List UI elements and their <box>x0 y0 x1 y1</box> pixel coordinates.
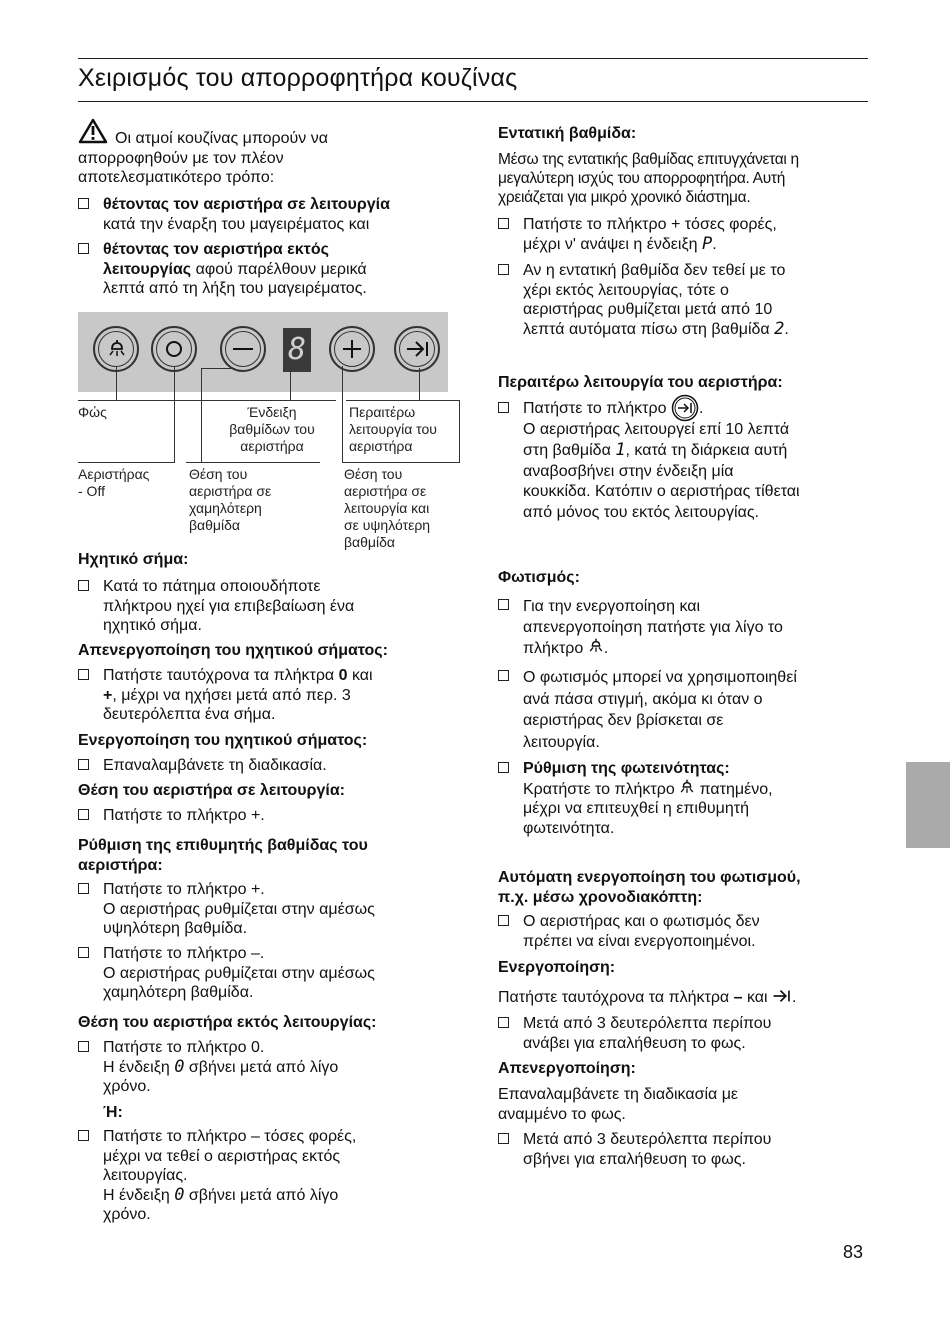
light-label: Φώς <box>78 404 107 420</box>
list-item: Πατήστε το πλήκτρο +. <box>78 806 265 826</box>
checkbox-bullet-icon <box>498 599 509 610</box>
leader-line <box>116 366 117 400</box>
list-item: Πατήστε ταυτόχρονα τα πλήκτρα 0 και +, μέχρι να ηχήσει μετά από περ. 3 δευτερόλεπτα ένα σήμα. <box>78 666 373 725</box>
list-item: Αν η εντατική βαθμίδα δεν τεθεί με το χέρι εκτός λειτουργίας, τότε ο αεριστήρας ρυθμίζεται μετά από 10 λεπτά αυτόματα πίσω στη βαθμίδα 2. <box>498 261 789 339</box>
segment-display-glyph: 0 <box>174 1184 185 1205</box>
or-label: Ή: <box>103 1104 123 1121</box>
section-heading: Ηχητικό σήμα: <box>78 551 189 568</box>
list-item <box>78 195 390 234</box>
level-display-label: Ένδειξη βαθμίδων του αεριστήρα <box>229 404 315 454</box>
section-heading: Εντατική βαθμίδα: <box>498 125 637 142</box>
further-run-key-icon <box>671 399 699 419</box>
segment-display-glyph: P <box>701 233 713 254</box>
list-item: Ο αεριστήρας και ο φωτισμός δεν πρέπει να είναι ενεργοποιημένοι. <box>498 912 760 951</box>
section-heading: Ρύθμιση της επιθυμητής βαθμίδας του αεριστήρα: <box>78 837 368 874</box>
item-text: αφού παρέλθουν μερικά <box>191 260 367 278</box>
list-item: Μετά από 3 δευτερόλεπτα περίπου σβήνει για επαλήθευση το φως. <box>498 1130 771 1169</box>
item-text: λεπτά από τη λήξη του μαγειρέματος. <box>103 280 367 297</box>
further-label: Περαιτέρω λειτουργία του αεριστήρα <box>349 404 437 454</box>
list-item: Πατήστε το πλήκτρο +. Ο αεριστήρας ρυθμίζεται στην αμέσως υψηλότερη βαθμίδα. <box>78 880 375 939</box>
checkbox-bullet-icon <box>498 218 509 229</box>
lamp-icon <box>106 338 128 360</box>
leader-line <box>342 462 460 463</box>
level-display <box>283 328 311 372</box>
leader-line <box>201 368 235 369</box>
list-item: Κατά το πάτημα οποιουδήποτε πλήκτρου ηχεί για επιβεβαίωση ένα ηχητικό σήμα. <box>78 577 354 636</box>
paragraph: Επαναλαμβάνετε τη διαδικασία με αναμμένο το φως. <box>498 1086 739 1123</box>
leader-line <box>186 462 320 463</box>
section-heading: Ενεργοποίηση: <box>498 959 616 976</box>
section-heading: Φωτισμός: <box>498 569 580 586</box>
fan-off-label: Αεριστήρας - Off <box>78 466 150 499</box>
list-item: Ο φωτισμός μπορεί να χρησιμοποιηθεί ανά πάσα στιγμή, ακόμα κι όταν ο αεριστήρας δεν βρίσκεται σε λειτουργία. <box>498 667 797 753</box>
list-item: Πατήστε το πλήκτρο – τόσες φορές, μέχρι να τεθεί ο αεριστήρας εκτός λειτουργίας. Η ένδειξη 0 σβήνει μετά από λίγο χρόνο. <box>78 1127 356 1225</box>
leader-line <box>290 372 291 400</box>
checkbox-bullet-icon <box>78 809 89 820</box>
checkbox-bullet-icon <box>78 1041 89 1052</box>
checkbox-bullet-icon <box>498 915 509 926</box>
page-number: 83 <box>843 1242 864 1262</box>
section-heading: Απενεργοποίηση του ηχητικού σήματος: <box>78 642 388 659</box>
checkbox-bullet-icon <box>78 1130 89 1141</box>
page-title: Χειρισμός του απορροφητήρα κουζίνας <box>78 64 518 92</box>
intro-text: απορροφηθούν με τον πλέον <box>78 150 284 167</box>
checkbox-bullet-icon <box>78 669 89 680</box>
leader-line <box>201 368 202 462</box>
bold-text: λειτουργίας <box>103 260 192 278</box>
checkbox-bullet-icon <box>498 762 509 773</box>
list-item: Ρύθμιση της φωτεινότητας: Κρατήστε το πλήκτρο πατημένο, μέχρι να επιτευχθεί η επιθυμητή φωτεινότητα. <box>498 759 773 838</box>
arrow-to-bar-icon <box>772 989 792 1003</box>
checkbox-bullet-icon <box>78 580 89 591</box>
leader-line <box>78 400 208 401</box>
section-heading: Αυτόματη ενεργοποίηση του φωτισμού, π.χ. μέσω χρονοδιακόπτη: <box>498 869 801 906</box>
title-rule <box>78 101 868 102</box>
section-heading: Απενεργοποίηση: <box>498 1060 636 1077</box>
section-heading: Ενεργοποίηση του ηχητικού σήματος: <box>78 732 368 749</box>
segment-display-glyph: 0 <box>174 1056 185 1077</box>
leader-line <box>78 462 175 463</box>
checkbox-bullet-icon <box>498 670 509 681</box>
paragraph: Μέσω της εντατικής βαθμίδας επιτυγχάνεται η μεγαλύτερη ισχύς του απορροφητήρα. Αυτή χρειάζεται για μικρό χρονικό διάστημα. <box>498 151 799 206</box>
higher-level-label: Θέση του αεριστήρα σε λειτουργία και σε υψηλότερη βαθμίδα <box>344 466 431 550</box>
list-item: Για την ενεργοποίηση και απενεργοποίηση πατήστε για λίγο το πλήκτρο . <box>498 596 783 659</box>
section-heading: Θέση του αεριστήρα σε λειτουργία: <box>78 782 345 799</box>
checkbox-bullet-icon <box>78 243 89 254</box>
plus-button[interactable] <box>329 326 375 372</box>
chapter-tab-marker <box>906 762 950 848</box>
level-display-digit: 8 <box>287 332 307 367</box>
list-item: Πατήστε το πλήκτρο –. Ο αεριστήρας ρυθμίζεται στην αμέσως χαμηλότερη βαθμίδα. <box>78 944 375 1003</box>
checkbox-bullet-icon <box>498 1017 509 1028</box>
paragraph: Πατήστε ταυτόχρονα τα πλήκτρα – και . <box>498 989 797 1006</box>
arrow-to-bar-icon <box>405 340 431 358</box>
list-item: Επαναλαμβάνετε τη διαδικασία. <box>78 756 327 776</box>
checkbox-bullet-icon <box>498 402 509 413</box>
leader-line <box>419 368 420 400</box>
control-panel <box>78 312 448 392</box>
leader-line <box>342 366 343 462</box>
lamp-icon <box>679 779 695 795</box>
segment-display-glyph: 1 <box>615 440 626 461</box>
minus-icon <box>233 348 253 350</box>
bold-text: θέτοντας τον αεριστήρα εκτός <box>103 241 329 258</box>
plus-icon <box>351 340 353 358</box>
checkbox-bullet-icon <box>498 264 509 275</box>
lamp-icon <box>588 638 604 654</box>
bold-text: θέτοντας τον αεριστήρα σε λειτουργία <box>103 196 390 213</box>
section-heading: Θέση του αεριστήρα εκτός λειτουργίας: <box>78 1014 377 1031</box>
list-item: Πατήστε το πλήκτρο . Ο αεριστήρας λειτουργεί επί 10 λεπτά στη βαθμίδα 1, κατά τη διάρκεια αυτή αναβοσβήνει στην ένδειξη μία κουκκίδα. Κατόπιν ο αεριστήρας τίθεται από μόνος του εκτός λειτουργίας. <box>498 399 800 523</box>
checkbox-bullet-icon <box>78 883 89 894</box>
warning-icon <box>78 118 108 144</box>
leader-line <box>346 400 460 401</box>
list-item: Πατήστε το πλήκτρο + τόσες φορές, μέχρι ν' ανάψει η ένδειξη P. <box>498 215 777 254</box>
checkbox-bullet-icon <box>498 1133 509 1144</box>
list-item <box>78 240 367 299</box>
leader-line <box>174 366 175 462</box>
further-run-button[interactable] <box>394 326 440 372</box>
intro-warning-text: Οι ατμοί κουζίνας μπορούν να <box>115 130 328 147</box>
intro-text: αποτελεσματικότερο τρόπο: <box>78 169 275 186</box>
checkbox-bullet-icon <box>78 198 89 209</box>
zero-icon <box>166 341 182 357</box>
top-rule <box>78 58 868 59</box>
list-item: Μετά από 3 δευτερόλεπτα περίπου ανάβει για επαλήθευση το φως. <box>498 1014 771 1053</box>
section-heading: Περαιτέρω λειτουργία του αεριστήρα: <box>498 374 783 391</box>
lower-level-label: Θέση του αεριστήρα σε χαμηλότερη βαθμίδα <box>189 466 272 533</box>
checkbox-bullet-icon <box>78 759 89 770</box>
checkbox-bullet-icon <box>78 947 89 958</box>
minus-button[interactable] <box>220 326 266 372</box>
leader-line <box>208 400 336 401</box>
list-item: Πατήστε το πλήκτρο 0. Η ένδειξη 0 σβήνει μετά από λίγο χρόνο. <box>78 1038 338 1097</box>
segment-display-glyph: 2 <box>774 318 785 339</box>
leader-line <box>459 400 460 462</box>
item-text: κατά την έναρξη του μαγειρέματος και <box>103 215 370 233</box>
